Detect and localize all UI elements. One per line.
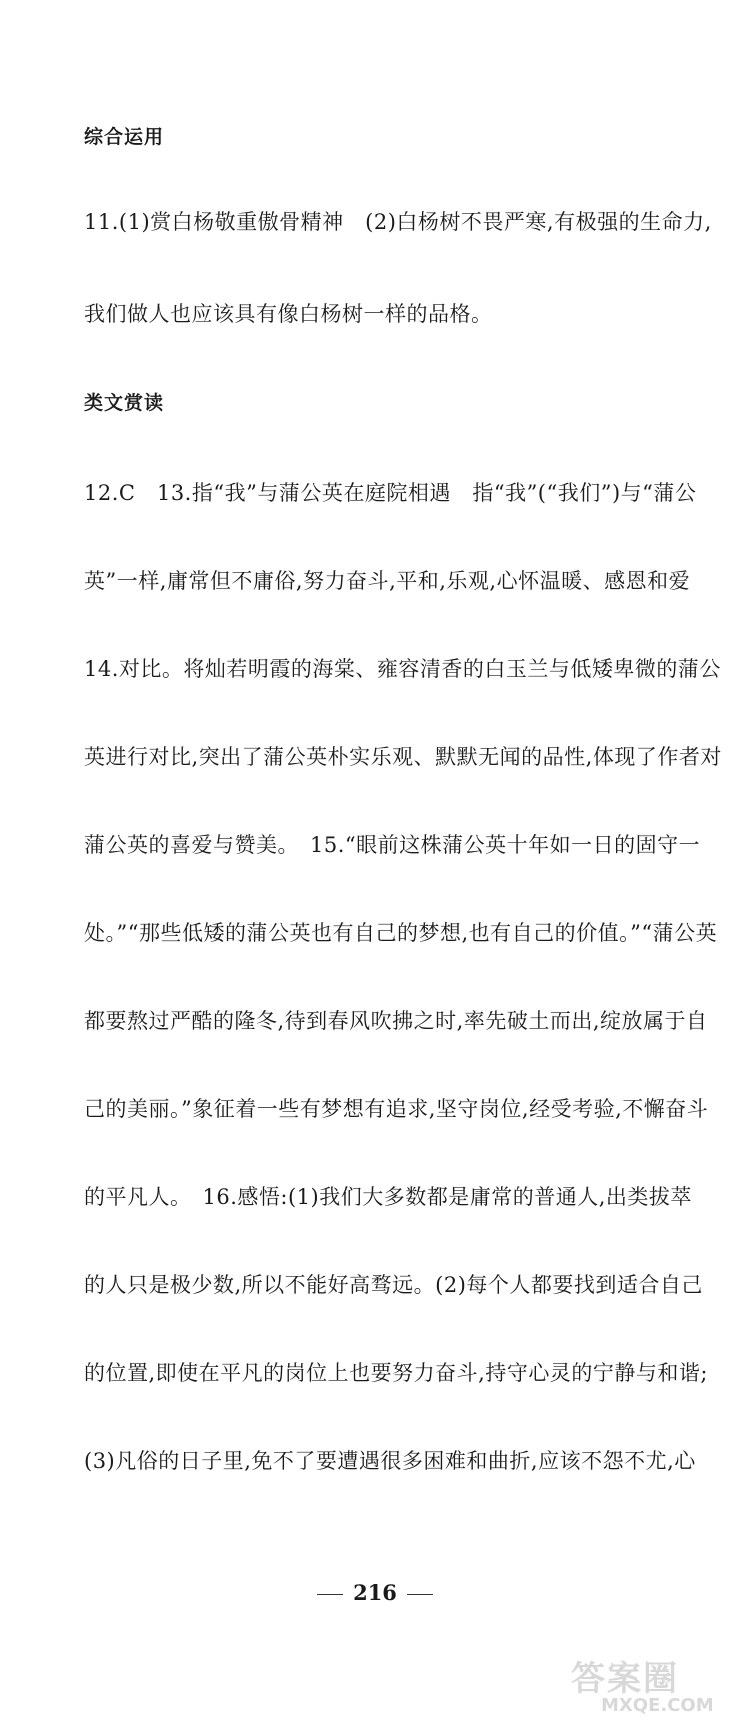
text-line: 12.C 13.指“我”与蒲公英在庭院相遇 指“我”(“我们”)与“蒲公 bbox=[84, 481, 697, 505]
text-line: 的人只是极少数,所以不能好高骛远。(2)每个人都要找到适合自己 bbox=[84, 1273, 703, 1297]
section-title-comprehensive: 综合运用 bbox=[84, 126, 165, 148]
page-number-dash-right bbox=[407, 1594, 433, 1595]
page-number-dash-left bbox=[317, 1594, 343, 1595]
text-line: 英”一样,庸常但不庸俗,努力奋斗,平和,乐观,心怀温暖、感恩和爱 bbox=[84, 569, 691, 593]
page-number bbox=[0, 1580, 750, 1605]
watermark-text: 答案圈 bbox=[571, 1659, 679, 1699]
text-line: 的平凡人。 16.感悟:(1)我们大多数都是庸常的普通人,出类拔萃 bbox=[84, 1185, 692, 1209]
text-line: 的位置,即使在平凡的岗位上也要努力奋斗,持守心灵的宁静与和谐; bbox=[84, 1361, 708, 1385]
text-line: 11.(1)赏白杨敬重傲骨精神 (2)白杨树不畏严寒,有极强的生命力, bbox=[84, 210, 712, 234]
text-line: 都要熬过严酷的隆冬,待到春风吹拂之时,率先破土而出,绽放属于自 bbox=[84, 1009, 708, 1033]
text-line: 蒲公英的喜爱与赞美。 15.“眼前这株蒲公英十年如一日的固守一 bbox=[84, 833, 701, 857]
text-line: 己的美丽。”象征着一些有梦想有追求,坚守岗位,经受考验,不懈奋斗 bbox=[84, 1097, 709, 1121]
text-line: (3)凡俗的日子里,免不了要遭遇很多困难和曲折,应该不怨不尤,心 bbox=[84, 1449, 696, 1473]
text-line: 我们做人也应该具有像白杨树一样的品格。 bbox=[84, 302, 493, 326]
text-line: 处。”“那些低矮的蒲公英也有自己的梦想,也有自己的价值。”“蒲公英 bbox=[84, 921, 718, 945]
watermark-logo bbox=[571, 1651, 746, 1721]
section-title-reading: 类文赏读 bbox=[84, 392, 165, 414]
text-line: 英进行对比,突出了蒲公英朴实乐观、默默无闻的品性,体现了作者对 bbox=[84, 745, 722, 769]
watermark-url: MXQE.COM bbox=[601, 1695, 714, 1716]
page-number-value: 216 bbox=[353, 1580, 397, 1605]
text-line: 14.对比。将灿若明霞的海棠、雍容清香的白玉兰与低矮卑微的蒲公 bbox=[84, 657, 721, 681]
